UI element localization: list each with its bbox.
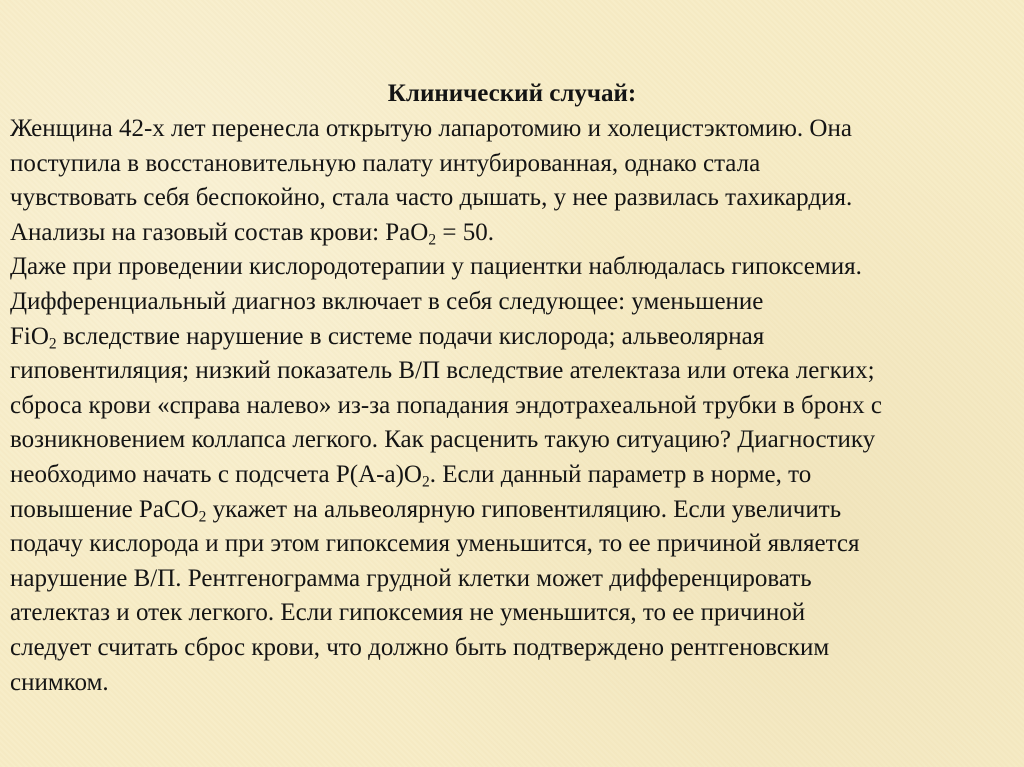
text-line: необходимо начать с подсчета $Р(А-а)О_2$. Если данный параметр в норме, то xyxy=(10,460,812,491)
subscript: 2 xyxy=(428,231,437,249)
text-line: чувствовать себя беспокойно, стала часто дышать, у нее развилась тахикардия. xyxy=(10,184,853,212)
text-line: возникновением коллапса легкого. Как расценить такую ситуацию? Диагностику xyxy=(10,426,876,454)
text-line: Дифференциальный диагноз включает в себя следующее: уменьшение xyxy=(10,287,764,315)
text-line: следует считать сброс крови, что должно быть подтверждено рентгеновским xyxy=(10,633,830,661)
text-line: FiO$_2$ вследствие нарушение в системе подачи кислорода; альвеолярная xyxy=(10,322,765,353)
text-line: поступила в восстановительную палату интубированная, однако стала xyxy=(10,149,761,177)
slide-title: Клинический случай: xyxy=(387,80,637,107)
text-line: ателектаз и отек легкого. Если гипоксемия не уменьшится, то ее причиной xyxy=(10,599,806,627)
text-line: Даже при проведении кислородотерапии у пациентки наблюдалась гипоксемия. xyxy=(10,253,862,281)
text-line: нарушение В/П. Рентгенограмма грудной клетки может дифференцировать xyxy=(10,564,812,592)
text-line: гиповентиляция; низкий показатель В/П вследствие ателектаза или отека легких; xyxy=(10,357,875,385)
case-text xyxy=(10,112,1014,700)
text-line: снимком. xyxy=(10,668,109,696)
text-line: повышение PaCO$_2$ укажет на альвеолярную гиповентиляцию. Если увеличить xyxy=(10,495,842,526)
subscript: 2 xyxy=(48,335,57,353)
subscript: 2 xyxy=(198,508,207,526)
text-line: Женщина 42-х лет перенесла открытую лапаротомию и холецистэктомию. Она xyxy=(10,115,852,142)
text-line: Анализы на газовый состав крови: PaO$_2$ = 50. xyxy=(10,218,494,249)
text-line: сброса крови «справа налево» из-за попадания эндотрахеальной трубки в бронх с xyxy=(10,391,882,419)
subscript: 2 xyxy=(421,473,430,491)
text-line: подачу кислорода и при этом гипоксемия уменьшится, то ее причиной является xyxy=(10,530,860,558)
